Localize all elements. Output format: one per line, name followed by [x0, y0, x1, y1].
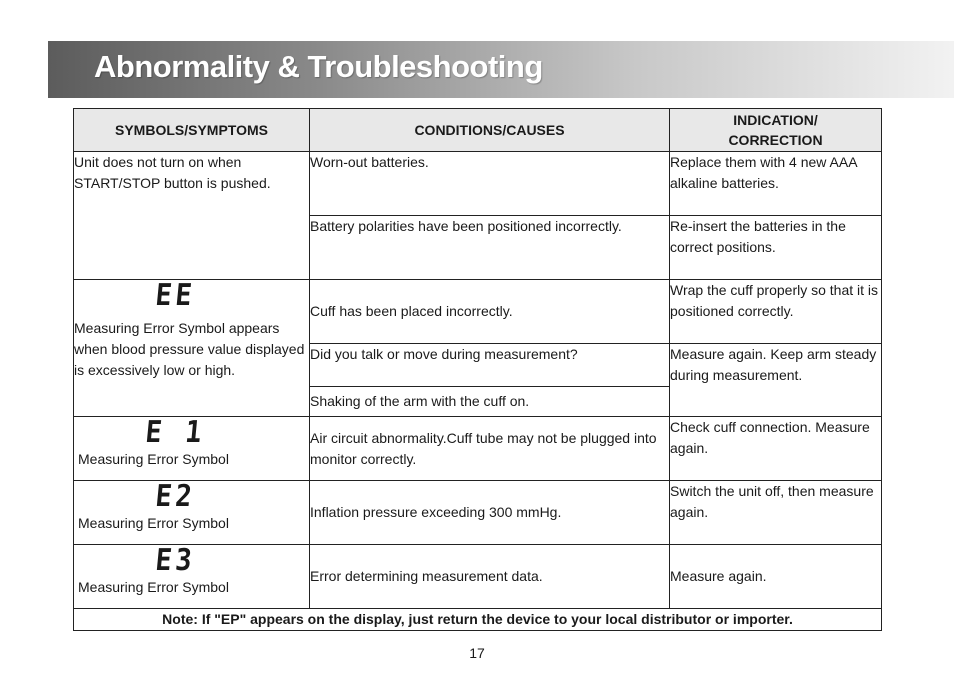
cause-cell: Shaking of the arm with the cuff on.: [310, 387, 670, 417]
symptom-cell: [74, 545, 310, 609]
table-row: [74, 152, 882, 216]
correction-cell: Check cuff connection. Measure again.: [670, 417, 882, 481]
table-row: [74, 481, 882, 545]
correction-cell: Re-insert the batteries in the correct positions.: [670, 216, 882, 280]
cause-cell: Worn-out batteries.: [310, 152, 670, 216]
title-bar: [48, 41, 954, 98]
header-indication: INDICATION/ CORRECTION: [670, 109, 882, 152]
correction-cell: Wrap the cuff properly so that it is positioned correctly.: [670, 280, 882, 344]
troubleshooting-table: [73, 108, 882, 631]
page-number: 17: [469, 645, 485, 661]
symptom-text: Measuring Error Symbol: [78, 451, 229, 467]
symptom-cell: Unit does not turn on when START/STOP button is pushed.: [74, 152, 310, 280]
cause-cell: Air circuit abnormality.Cuff tube may not be plugged into monitor correctly.: [310, 417, 670, 481]
table-header-row: [74, 109, 882, 152]
correction-cell: Switch the unit off, then measure again.: [670, 481, 882, 545]
header-conditions: CONDITIONS/CAUSES: [310, 109, 670, 152]
cause-cell: Inflation pressure exceeding 300 mmHg.: [310, 481, 670, 545]
symptom-cell: [74, 417, 310, 481]
table-row: [74, 417, 882, 481]
correction-cell: Replace them with 4 new AAA alkaline batteries.: [670, 152, 882, 216]
error-code-symbol: E 1: [143, 415, 207, 450]
symptom-cell: [74, 280, 310, 417]
cause-cell: Error determining measurement data.: [310, 545, 670, 609]
symptom-text: Measuring Error Symbol appears when blood pressure value displayed is excessively low or high.: [74, 320, 305, 378]
note-text: Note: If "EP" appears on the display, just return the device to your local distributor or importer.: [74, 609, 882, 631]
cause-cell: Cuff has been placed incorrectly.: [310, 280, 670, 344]
header-symbols: SYMBOLS/SYMPTOMS: [74, 109, 310, 152]
symptom-cell: [74, 481, 310, 545]
page-title: Abnormality & Troubleshooting: [94, 49, 543, 84]
symptom-text: Measuring Error Symbol: [78, 579, 229, 595]
note-row: [74, 609, 882, 631]
error-code-symbol: E3: [153, 543, 197, 578]
symptom-text: Measuring Error Symbol: [78, 515, 229, 531]
error-code-symbol: EE: [153, 278, 197, 313]
correction-cell: Measure again. Keep arm steady during measurement.: [670, 344, 882, 417]
table-row: [74, 280, 882, 344]
table-row: [74, 545, 882, 609]
error-code-symbol: E2: [153, 479, 197, 514]
cause-cell: Did you talk or move during measurement?: [310, 344, 670, 387]
correction-cell: Measure again.: [670, 545, 882, 609]
cause-cell: Battery polarities have been positioned incorrectly.: [310, 216, 670, 280]
